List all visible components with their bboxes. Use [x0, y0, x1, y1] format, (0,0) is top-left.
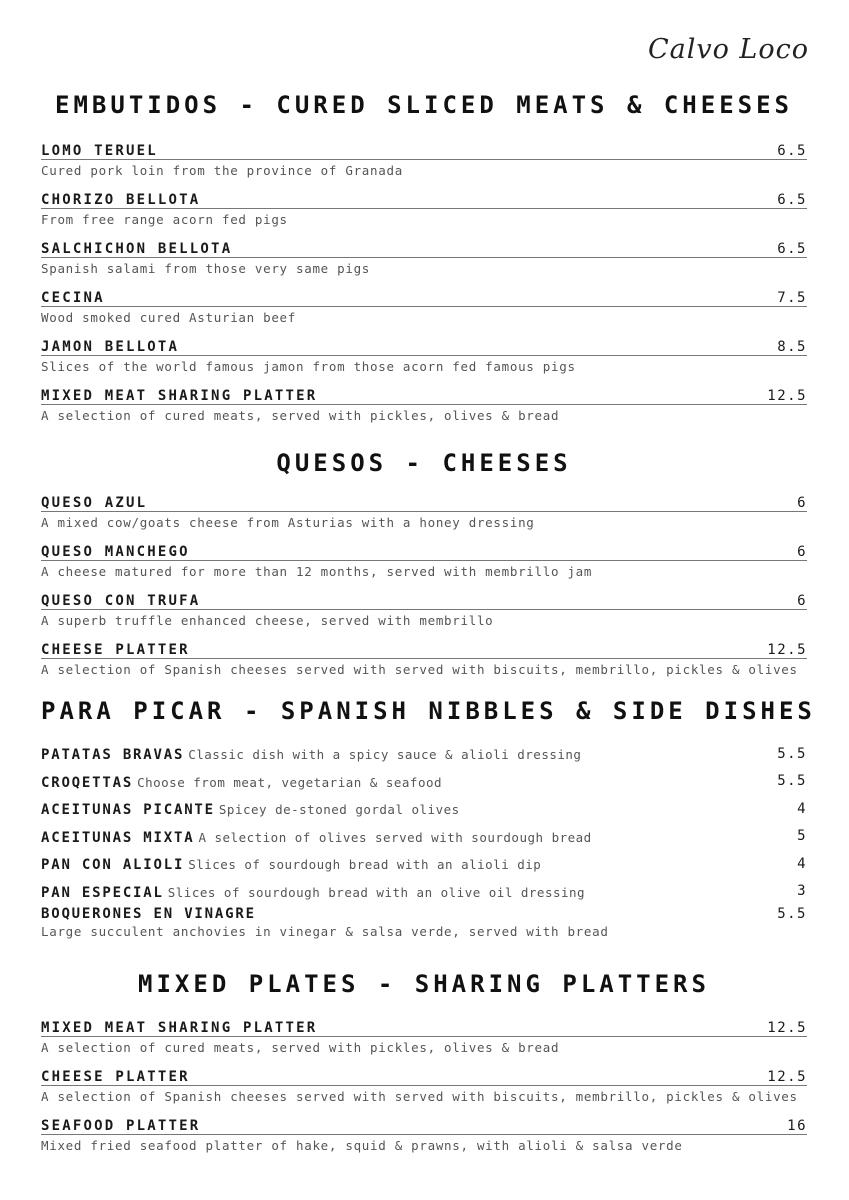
menu-item [41, 237, 807, 286]
item-name: PAN CON ALIOLI [41, 857, 185, 874]
item-description: Slices of sourdough bread with an olive oil dressing [167, 884, 586, 900]
item-price: 3 [797, 883, 807, 900]
menu-item [41, 878, 807, 906]
menu-item [41, 491, 807, 540]
item-name: BOQUERONES EN VINAGRE [41, 906, 256, 922]
item-description: A mixed cow/goats cheese from Asturias with a honey dressing [41, 515, 535, 530]
menu-item [41, 1016, 807, 1065]
item-name: LOMO TERUEL [41, 143, 158, 159]
item-description: Cured pork loin from the province of Granada [41, 163, 403, 178]
item-price: 12.5 [767, 1069, 807, 1085]
item-name: SEAFOOD PLATTER [41, 1118, 201, 1134]
menu-item [41, 768, 807, 796]
item-price: 5 [797, 828, 807, 845]
item-description: A selection of Spanish cheeses served with served with biscuits, membrillo, pickles & olives [41, 662, 798, 677]
item-description: A cheese matured for more than 12 months, served with membrillo jam [41, 564, 593, 579]
item-name: QUESO AZUL [41, 495, 148, 511]
item-price: 5.5 [777, 906, 807, 922]
item-name: SALCHICHON BELLOTA [41, 241, 233, 257]
menu-item [41, 589, 807, 638]
item-name: PAN ESPECIAL [41, 884, 164, 901]
item-description: A selection of cured meats, served with pickles, olives & bread [41, 408, 560, 423]
menu-list [41, 491, 807, 687]
item-price: 5.5 [777, 773, 807, 790]
item-name: CHEESE PLATTER [41, 642, 190, 658]
item-price: 8.5 [777, 339, 807, 355]
item-description: A superb truffle enhanced cheese, served with membrillo [41, 613, 494, 628]
brand-logo: Calvo Loco [647, 34, 809, 65]
item-name: CHORIZO BELLOTA [41, 192, 201, 208]
item-price: 12.5 [767, 642, 807, 658]
section-title: MIXED PLATES - SHARING PLATTERS [138, 970, 710, 998]
item-price: 6 [797, 593, 807, 609]
item-description: Wood smoked cured Asturian beef [41, 310, 296, 325]
item-description: Classic dish with a spicy sauce & alioli dressing [188, 747, 582, 763]
item-price: 6.5 [777, 192, 807, 208]
item-name: PATATAS BRAVAS [41, 747, 185, 764]
item-description: Spicey de-stoned gordal olives [218, 802, 460, 818]
item-name: MIXED MEAT SHARING PLATTER [41, 388, 318, 404]
item-description: Choose from meat, vegetarian & seafood [137, 774, 443, 790]
item-price: 5.5 [777, 745, 807, 762]
item-price: 16 [787, 1118, 807, 1134]
menu-item [41, 850, 807, 878]
menu-item [41, 139, 807, 188]
item-price: 6.5 [777, 143, 807, 159]
menu-item [41, 638, 807, 687]
item-price: 4 [797, 800, 807, 817]
menu-item [41, 335, 807, 384]
item-price: 7.5 [777, 290, 807, 306]
item-name: CROQETTAS [41, 774, 134, 791]
menu-item [41, 286, 807, 335]
item-name: JAMON BELLOTA [41, 339, 180, 355]
section-quesos [41, 449, 807, 677]
section-title: PARA PICAR - SPANISH NIBBLES & SIDE DISHES [41, 697, 816, 725]
menu-list [41, 740, 807, 905]
item-description: Mixed fried seafood platter of hake, squid & prawns, with alioli & salsa verde [41, 1138, 683, 1153]
menu-item [41, 823, 807, 851]
section-mixed-plates [41, 970, 807, 1153]
item-description: A selection of Spanish cheeses served with served with biscuits, membrillo, pickles & olives [41, 1089, 798, 1104]
item-price: 6 [797, 495, 807, 511]
item-description: A selection of cured meats, served with pickles, olives & bread [41, 1040, 560, 1055]
item-name: CECINA [41, 290, 105, 306]
menu-list [41, 1016, 807, 1163]
item-description: Spanish salami from those very same pigs [41, 261, 371, 276]
item-description: A selection of olives served with sourdough bread [198, 829, 592, 845]
menu-item [41, 384, 807, 433]
menu-item [41, 795, 807, 823]
item-price: 12.5 [767, 388, 807, 404]
menu-list [41, 139, 807, 433]
menu-item [41, 188, 807, 237]
menu-item [41, 1114, 807, 1163]
item-name: ACEITUNAS MIXTA [41, 829, 195, 846]
item-price: 6.5 [777, 241, 807, 257]
item-price: 4 [797, 855, 807, 872]
item-name: CHEESE PLATTER [41, 1069, 190, 1085]
item-name: QUESO MANCHEGO [41, 544, 190, 560]
item-description: From free range acorn fed pigs [41, 212, 288, 227]
section-para-picar [41, 697, 816, 939]
section-title: QUESOS - CHEESES [276, 449, 572, 477]
menu-item [41, 540, 807, 589]
item-description: Slices of sourdough bread with an alioli dip [188, 857, 542, 873]
menu-item [41, 740, 807, 768]
item-name: MIXED MEAT SHARING PLATTER [41, 1020, 318, 1036]
menu-item [41, 1065, 807, 1114]
item-name: QUESO CON TRUFA [41, 593, 201, 609]
menu-item [41, 906, 807, 939]
item-name: ACEITUNAS PICANTE [41, 802, 215, 819]
item-description: Slices of the world famous jamon from those acorn fed famous pigs [41, 359, 576, 374]
item-price: 6 [797, 544, 807, 560]
item-description: Large succulent anchovies in vinegar & salsa verde, served with bread [41, 924, 609, 939]
section-embutidos [41, 91, 807, 423]
section-title: EMBUTIDOS - CURED SLICED MEATS & CHEESES [55, 91, 793, 119]
item-price: 12.5 [767, 1020, 807, 1036]
